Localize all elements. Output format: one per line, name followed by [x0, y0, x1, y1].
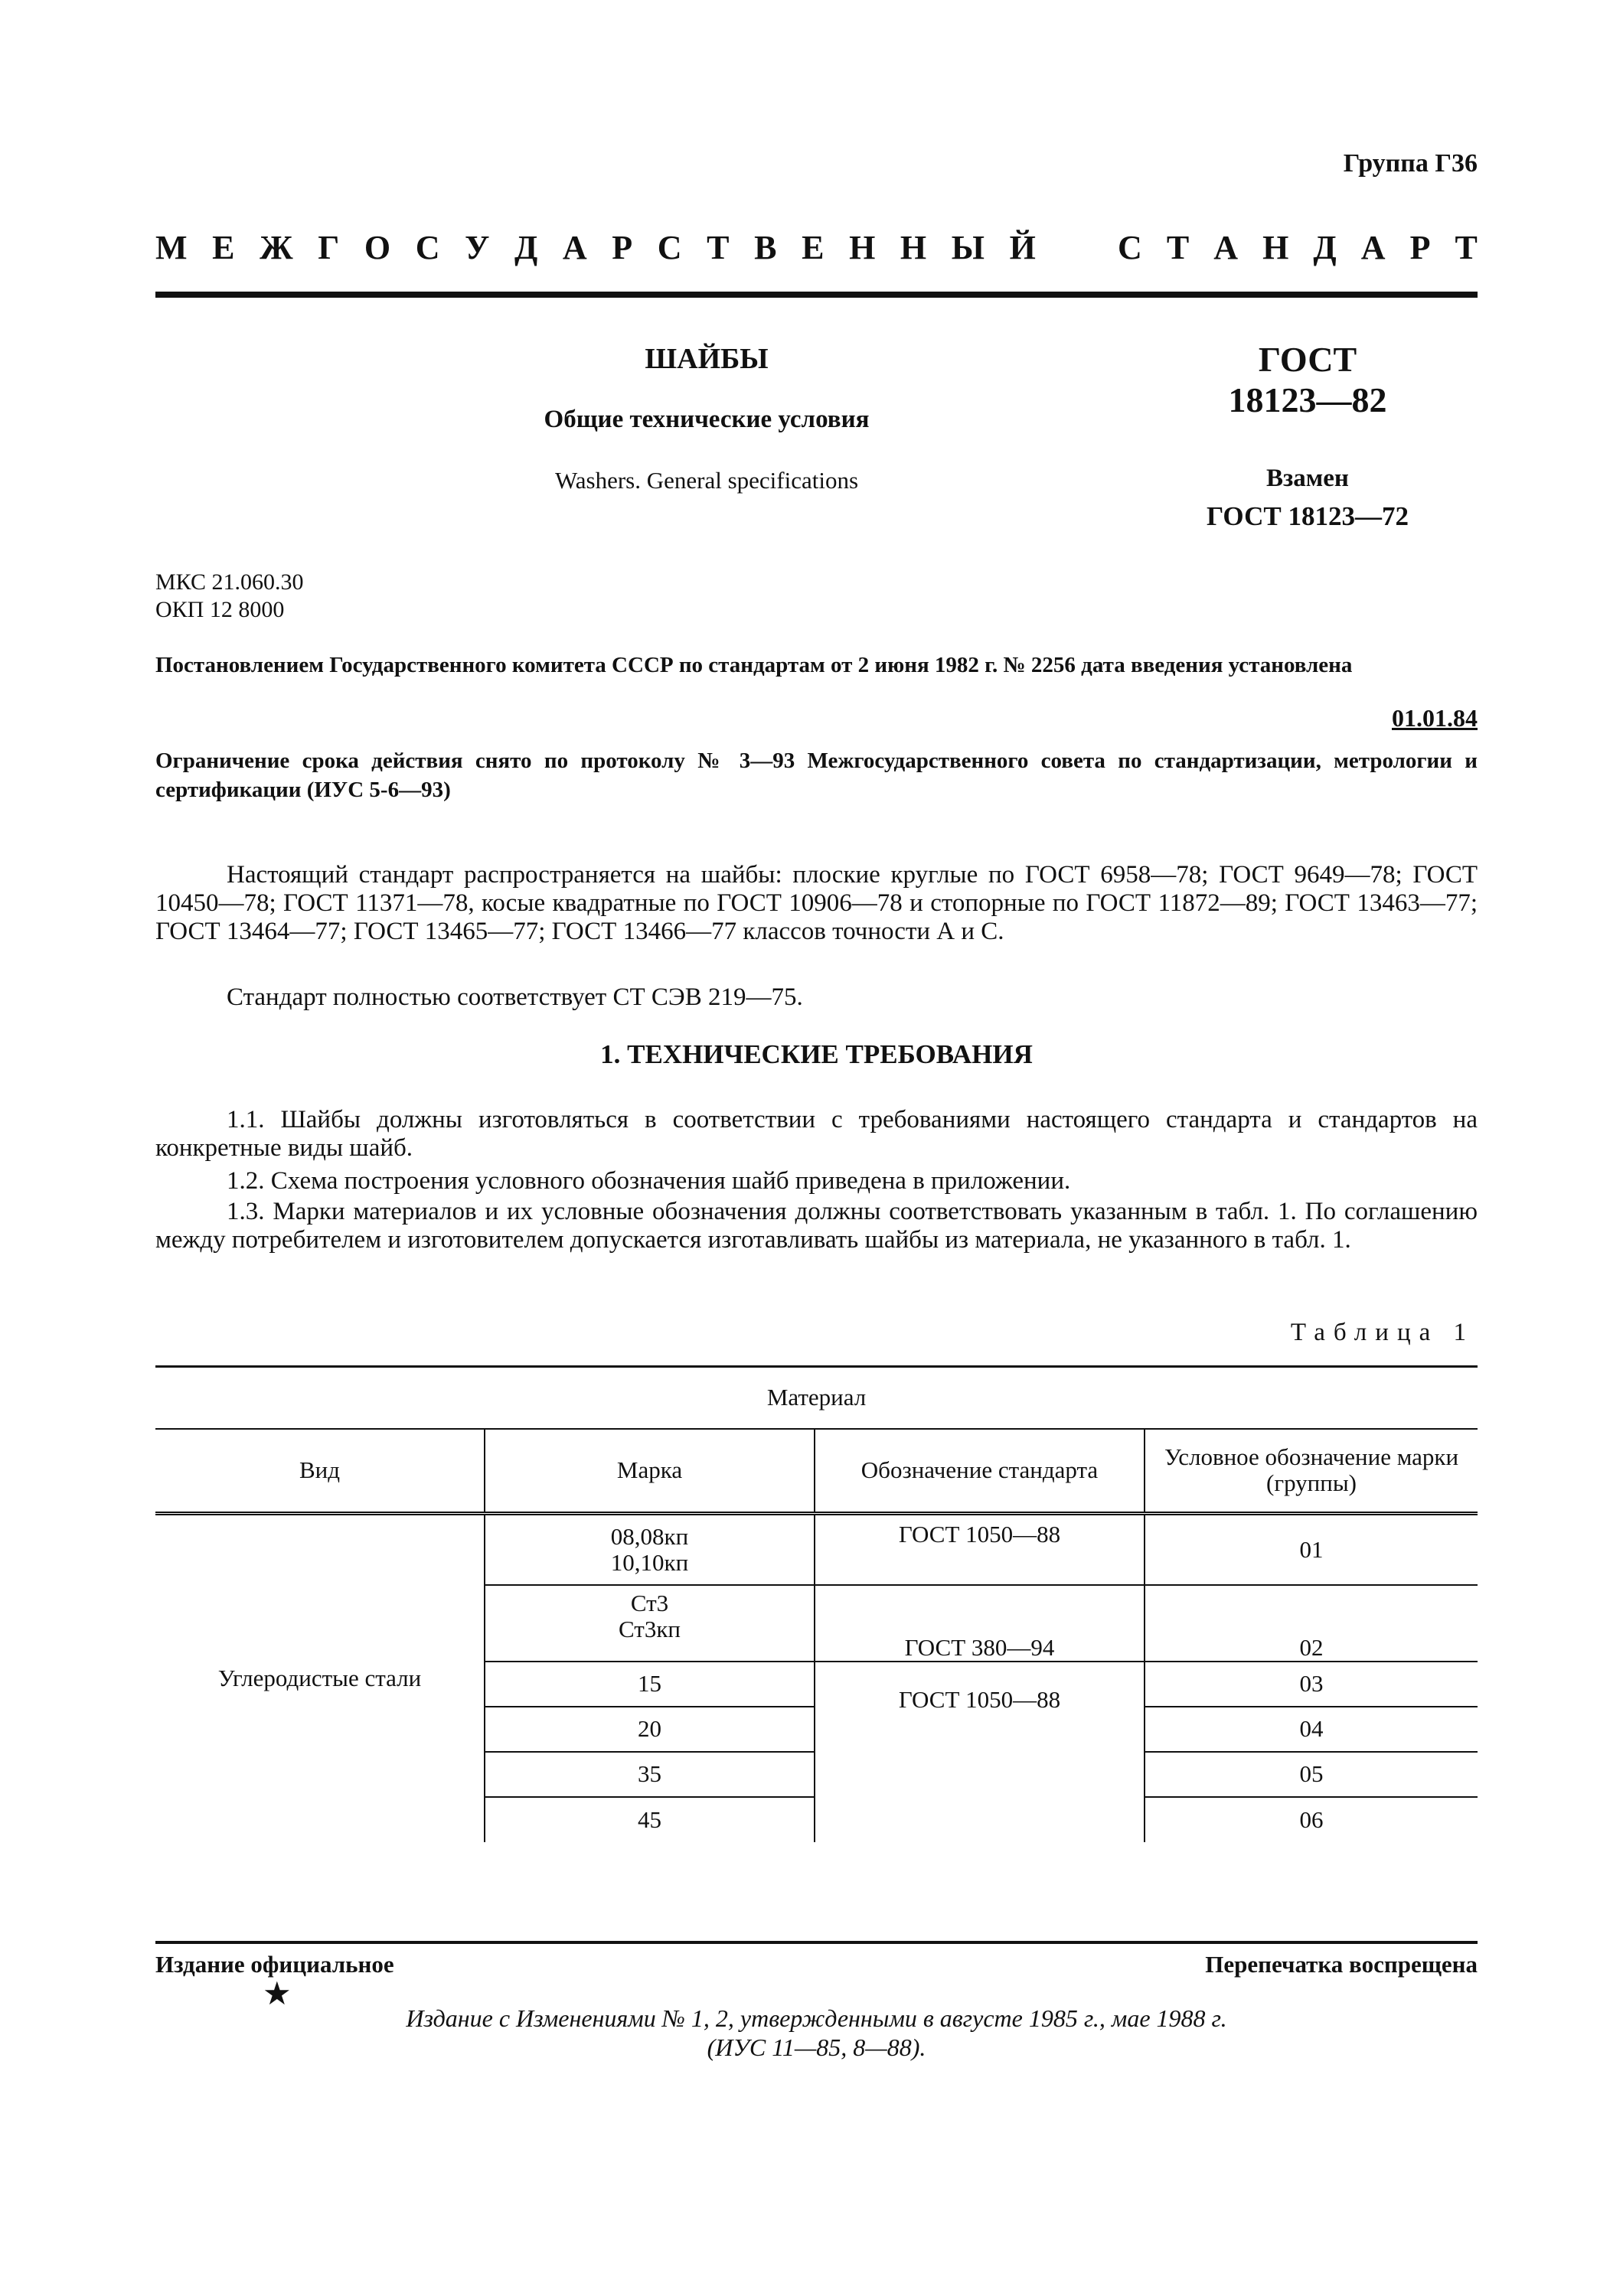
amendments-note: Издание с Изменениями № 1, 2, утвержденными в августе 1985 г., мае 1988 г. (ИУС 11—85, 8—88).: [406, 2004, 1227, 2061]
group-code: Группа Г36: [1343, 149, 1478, 178]
heading-word-interstate: М Е Ж Г О С У Д А Р С Т В Е Н Н Ы Й: [155, 229, 1036, 266]
table-cell-grade: 20: [485, 1707, 815, 1752]
replaced-standard: ГОСТ 18123—72: [1207, 501, 1409, 531]
table-cell-standard: ГОСТ 1050—88: [815, 1514, 1145, 1585]
adoption-decree: Постановлением Государственного комитета СССР по стандартам от 2 июня 1982 г. № 2256 дата введения установлена: [155, 653, 1353, 677]
column-header: Обозначение стандарта: [815, 1429, 1145, 1514]
material-kind: Углеродистые стали: [217, 1665, 422, 1692]
document-subtitle: Общие технические условия: [544, 406, 870, 433]
table-cell-code: 03: [1145, 1662, 1478, 1707]
clause-1-3: 1.3. Марки материалов и их условные обозначения должны соответствовать указанным в табл. 1. По соглашению между потребителем и изготовителем допускается изготавливать шайбы из материала, не указанного в табл. 1.: [155, 1198, 1478, 1254]
table-cell-code: 05: [1145, 1752, 1478, 1797]
materials-table: [155, 1365, 1478, 1842]
document-title: ШАЙБЫ: [645, 343, 769, 375]
clause-1-2: 1.2. Схема построения условного обозначения шайб приведена в приложении.: [227, 1167, 1071, 1195]
replaces-label: Взамен: [1266, 465, 1349, 492]
scope-paragraph: Настоящий стандарт распространяется на шайбы: плоские круглые по ГОСТ 6958—78; ГОСТ 9649—78; ГОСТ 10450—78; ГОСТ 11371—78, косые квадратные по ГОСТ 10906—78 и стопорные по ГОСТ 11872—89; ГОСТ 13463—77; ГОСТ 13464—77; ГОСТ 13465—77; ГОСТ 13466—77 классов точности А и С.: [155, 861, 1478, 945]
mks-code: МКС 21.060.30: [155, 569, 304, 595]
table-cell-grade: 15: [485, 1662, 815, 1707]
star-icon: ★: [263, 1977, 292, 2012]
classification-codes: [155, 569, 303, 624]
column-header: Условное обозначение марки (группы): [1145, 1429, 1478, 1514]
table-cell-code: 06: [1145, 1797, 1478, 1842]
limitation-note: Ограничение срока действия снято по протоколу № 3—93 Межгосударственного совета по стандартизации, метрологии и сертификации (ИУС 5-6—93): [155, 748, 1478, 802]
table-label: Таблица 1: [1290, 1319, 1474, 1346]
table-cell-standard: ГОСТ 380—94: [815, 1585, 1145, 1662]
material-header: Материал: [155, 1367, 1478, 1429]
reprint-prohibited-label: Перепечатка воспрещена: [1205, 1951, 1478, 1978]
gost-label: ГОСТ: [1258, 340, 1357, 379]
section-heading: 1. ТЕХНИЧЕСКИЕ ТРЕБОВАНИЯ: [600, 1039, 1033, 1069]
interstate-standard-heading: [155, 228, 1478, 267]
column-header: Вид: [155, 1429, 485, 1514]
table-cell-standard: ГОСТ 1050—88: [815, 1662, 1145, 1842]
table-cell-grade: 08,08кп 10,10кп: [485, 1514, 815, 1585]
table-cell-code: 01: [1145, 1514, 1478, 1585]
table-cell-grade: Ст3 Ст3кп: [485, 1585, 815, 1662]
document-page: [155, 0, 1478, 2296]
table-cell-code: 02: [1145, 1585, 1478, 1662]
gost-number: 18123—82: [1228, 380, 1387, 419]
table-cell-grade: 35: [485, 1752, 815, 1797]
english-title: Washers. General specifications: [554, 467, 859, 494]
clause-1-1: 1.1. Шайбы должны изготовляться в соответствии с требованиями настоящего стандарта и стандартов на конкретные виды шайб.: [155, 1106, 1478, 1162]
okp-code: ОКП 12 8000: [155, 597, 285, 622]
table-cell-grade: 45: [485, 1797, 815, 1842]
heading-word-standard: С Т А Н Д А Р Т: [1118, 229, 1478, 266]
conformity-paragraph: Стандарт полностью соответствует СТ СЭВ 219—75.: [227, 983, 803, 1011]
table-cell-code: 04: [1145, 1707, 1478, 1752]
introduction-date: 01.01.84: [1392, 704, 1478, 732]
column-header: Марка: [485, 1429, 815, 1514]
official-edition-label: Издание официальное: [155, 1951, 394, 1978]
header-rule: [155, 292, 1478, 298]
footer-rule: [155, 1941, 1478, 1944]
